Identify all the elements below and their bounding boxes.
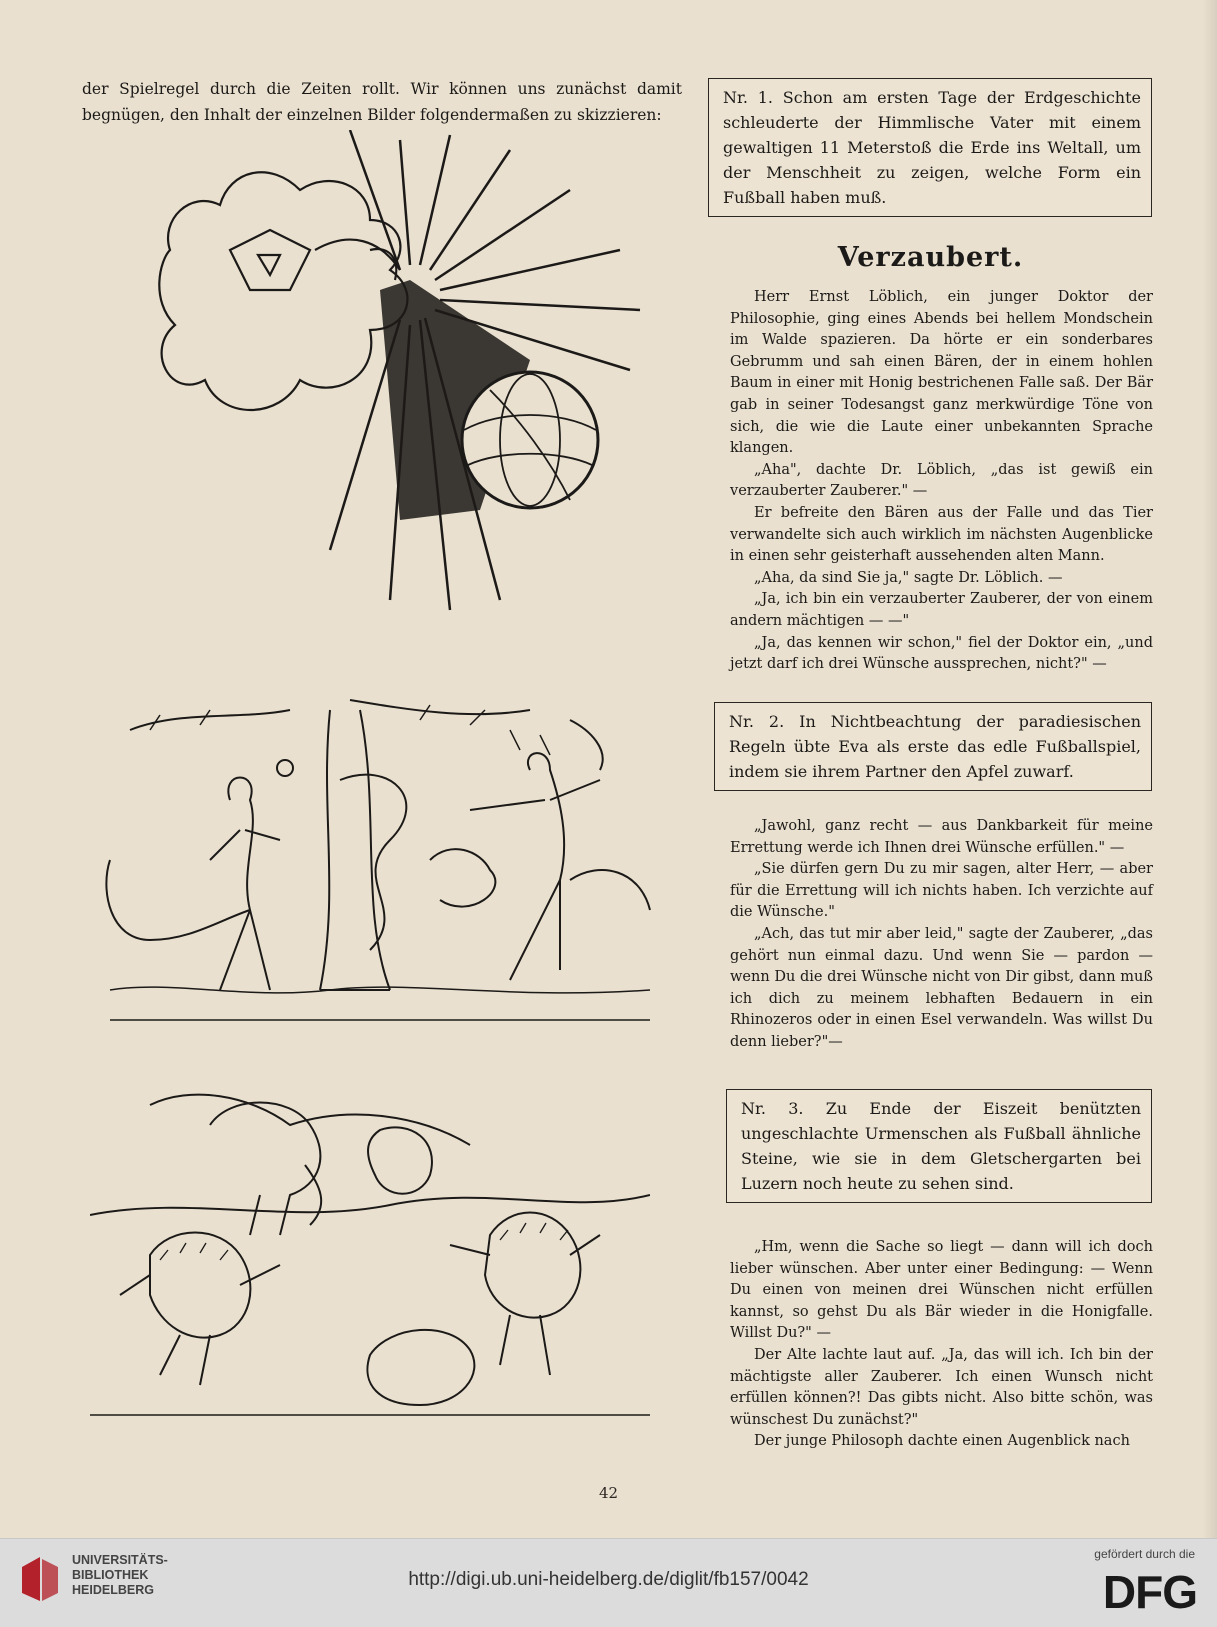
caption-3-number: Nr. 3. <box>741 1099 804 1118</box>
story-column-3 <box>730 1237 1153 1453</box>
story-column-2 <box>730 816 1153 1054</box>
story-paragraph: „Jawohl, ganz recht — aus Dankbarkeit für meine Errettung werde ich Ihnen drei Wünsche erfüllen." — <box>730 818 1153 856</box>
story-paragraph: Der Alte lachte laut auf. „Ja, das will ich. Ich bin der mächtigste aller Zauberer. Ich einen Wunsch nicht erfüllen können?! Das gibts nicht. Also bitte schön, was wünschest Du zunächst?" <box>730 1346 1153 1428</box>
story-paragraph: „Ach, das tut mir aber leid," sagte der Zauberer, „das gehört nun einmal dazu. Und wenn Sie — pardon — wenn Du die drei Wünsche nicht von Dir gibst, dann muß ich dich zu meinem lebhaften Bedauern in ein Rhinozeros oder in einen Esel verwandeln. Was willst Du denn lieber?"— <box>730 925 1153 1050</box>
story-paragraph: Herr Ernst Löblich, ein junger Doktor der Philosophie, ging eines Abends bei hellem Mondschein im Walde spazieren. Da hörte er ein sonderbares Gebrumm und sah einen Bären, der in einem hohlen Baum in einer mit Honig bestrichenen Falle saß. Der Bär gab in seiner Todesangst ganz merkwürdige Töne von sich, die wie die Laute einer unbekannten Sprache klangen. <box>730 289 1153 457</box>
library-name-line-2: BIBLIOTHEK <box>72 1568 149 1582</box>
story-title: Verzaubert. <box>837 242 1024 273</box>
story-paragraph: Er befreite den Bären aus der Falle und das Tier verwandelte sich auch wirklich im nächsten Augenblicke in einen sehr geisterhaft aussehenden alten Mann. <box>730 504 1153 565</box>
story-paragraph: „Aha, da sind Sie ja," sagte Dr. Löblich. — <box>754 569 1063 586</box>
illustration-eve-paradise <box>90 690 670 1040</box>
story-paragraph: „Ja, das kennen wir schon," fiel der Doktor ein, „und jetzt darf ich drei Wünsche aussprechen, nicht?" — <box>730 634 1153 673</box>
caption-1-text: Schon am ersten Tage der Erdgeschichte schleuderte der Himmlische Vater mit einem gewaltigen 11 Meterstoß die Erde ins Weltall, um der Menschheit zu zeigen, welche Form ein Fußball haben muß. <box>723 88 1142 207</box>
dfg-logo[interactable]: DFG <box>1102 1566 1197 1618</box>
caption-2-number: Nr. 2. <box>729 712 785 731</box>
caption-2-text: In Nichtbeachtung der paradiesischen Regeln übte Eva als erste das edle Fußballspiel, indem sie ihrem Partner den Apfel zuwarf. <box>729 712 1142 781</box>
document-url-link[interactable]: http://digi.ub.uni-heidelberg.de/diglit/fb157/0042 <box>408 1569 809 1590</box>
illustration-god-kicking-earth <box>150 130 670 640</box>
story-paragraph: „Hm, wenn die Sache so liegt — dann will ich doch lieber wünschen. Aber unter einer Bedingung: — Wenn Du einen von meinen drei Wünschen nicht erfüllen kannst, so gehst Du als Bär wieder in die Honigfalle. Willst Du?" — <box>730 1239 1153 1342</box>
caption-1-number: Nr. 1. <box>723 88 773 107</box>
footer-bar <box>0 1538 1217 1627</box>
library-name-line-3: HEIDELBERG <box>72 1583 154 1597</box>
library-name-line-1: UNIVERSITÄTS- <box>72 1553 168 1567</box>
story-paragraph: Der junge Philosoph dachte einen Augenblick nach <box>754 1433 1130 1450</box>
intro-text: der Spielregel durch die Zeiten rollt. Wir können uns zunächst damit begnügen, den Inhalt der einzelnen Bilder folgendermaßen zu skizzieren: <box>82 80 682 124</box>
story-paragraph: „Aha", dachte Dr. Löblich, „das ist gewiß ein verzauberter Zauberer." — <box>730 461 1153 500</box>
illustration-cavemen-ice-age <box>90 1085 650 1440</box>
caption-3 <box>726 1089 1152 1203</box>
page-number: 42 <box>598 1484 619 1502</box>
caption-1 <box>708 78 1152 217</box>
caption-3-text: Zu Ende der Eiszeit benützten ungeschlachte Urmenschen als Fußball ähnliche Steine, wie sie in dem Gletschergarten bei Luzern noch heute zu sehen sind. <box>741 1099 1142 1193</box>
funding-note: gefördert durch die <box>1094 1547 1195 1561</box>
story-column-1 <box>730 287 1153 676</box>
caption-2 <box>714 702 1152 791</box>
story-paragraph: „Ja, ich bin ein verzauberter Zauberer, der von einem andern mächtigen — —" <box>730 591 1153 629</box>
story-paragraph: „Sie dürfen gern Du zu mir sagen, alter Herr, — aber für die Errettung will ich nichts haben. Ich verzichte auf die Wünsche." <box>730 861 1153 921</box>
